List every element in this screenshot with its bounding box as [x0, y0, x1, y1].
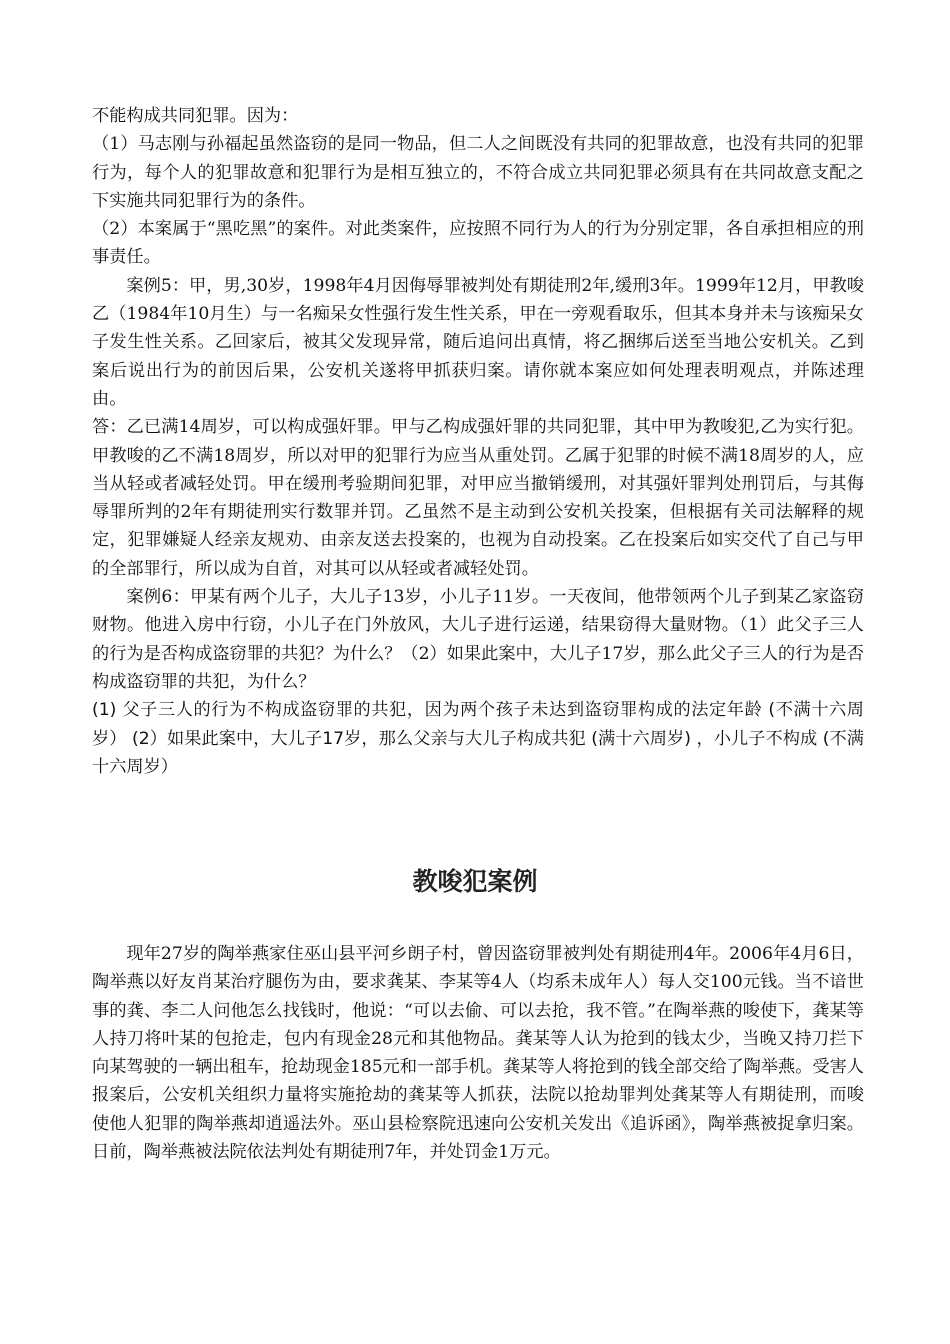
- paragraph-answer-6: (1) 父子三人的行为不构成盗窃罪的共犯，因为两个孩子未达到盗窃罪构成的法定年龄 (不满十六周岁） (2）如果此案中，大儿子17岁，那么父亲与大儿子构成共犯 (满十六周岁) ，小儿子不构成 (不满十六周岁）: [92, 700, 864, 777]
- paragraph-instigator-case: 现年27岁的陶举燕家住巫山县平河乡朗子村，曾因盗窃罪被判处有期徒刑4年。2006年4月6日，陶举燕以好友肖某治疗腿伤为由，要求龚某、李某等4人（均系未成年人）每人交100元钱。当不谙世事的龚、李二人问他怎么找钱时，他说：“可以去偷、可以去抢，我不管。”在陶举燕的唆使下，龚某等人持刀将叶某的包抢走，包内有现金28元和其他物品。龚某等人认为抢到的钱太少，当晚又持刀拦下向某驾驶的一辆出租车，抢劫现金185元和一部手机。龚某等人将抢到的钱全部交给了陶举燕。受害人报案后，公安机关组织力量将实施抢劫的龚某等人抓获，法院以抢劫罪判处龚某等人有期徒刑，而唆使他人犯罪的陶举燕却逍遥法外。巫山县检察院迅速向公安机关发出《追诉函》，陶举燕被捉拿归案。日前，陶举燕被法院依法判处有期徒刑7年，并处罚金1万元。: [92, 944, 864, 1163]
- paragraph-reason-1: （1）马志刚与孙福起虽然盗窃的是同一物品，但二人之间既没有共同的犯罪故意，也没有共同的犯罪行为，每个人的犯罪故意和犯罪行为是相互独立的，不符合成立共同犯罪必须具有在共同故意支配之下实施共同犯罪行为的条件。: [92, 134, 864, 211]
- paragraph-case-6: 案例6：甲某有两个儿子，大儿子13岁，小儿子11岁。一天夜间，他带领两个儿子到某乙家盗窃财物。他进入房中行窃，小儿子在门外放风，大儿子进行运递，结果窃得大量财物。（1）此父子三人的行为是否构成盗窃罪的共犯？为什么？（2）如果此案中，大儿子17岁，那么此父子三人的行为是否构成盗窃罪的共犯，为什么？: [92, 587, 864, 692]
- case-answers-section: [92, 102, 864, 781]
- paragraph-intro: 不能构成共同犯罪。因为：: [92, 106, 299, 126]
- paragraph-answer-5: 答：乙已满14周岁，可以构成强奸罪。甲与乙构成强奸罪的共同犯罪，其中甲为教唆犯,乙为实行犯。甲教唆的乙不满18周岁，所以对甲的犯罪行为应当从重处罚。乙属于犯罪的时候不满18周岁的人，应当从轻或者减轻处罚。甲在缓刑考验期间犯罪，对甲应当撤销缓刑，对其强奸罪判处刑罚后，与其侮辱罪所判的2年有期徒刑实行数罪并罚。乙虽然不是主动到公安机关投案，但根据有关司法解释的规定，犯罪嫌疑人经亲友规劝、由亲友送去投案的，也视为自动投案。乙在投案后如实交代了自己与甲的全部罪行，所以成为自首，对其可以从轻或者减轻处罚。: [92, 417, 864, 579]
- section-title: 教唆犯案例: [412, 867, 538, 896]
- paragraph-reason-2: （2）本案属于“黑吃黑”的案件。对此类案件，应按照不同行为人的行为分别定罪，各自承担相应的刑事责任。: [92, 219, 864, 268]
- paragraph-case-5: 案例5：甲，男,30岁，1998年4月因侮辱罪被判处有期徒刑2年,缓刑3年。1999年12月，甲教唆乙（1984年10月生）与一名痴呆女性强行发生性关系，甲在一旁观看取乐，但其本身并未与该痴呆女子发生性关系。乙回家后，被其父发现异常，随后追问出真情，将乙捆绑后送至当地公安机关。乙到案后说出行为的前因后果，公安机关遂将甲抓获归案。请你就本案应如何处理表明观点，并陈述理由。: [92, 275, 864, 409]
- instigator-case-section: [92, 940, 864, 1166]
